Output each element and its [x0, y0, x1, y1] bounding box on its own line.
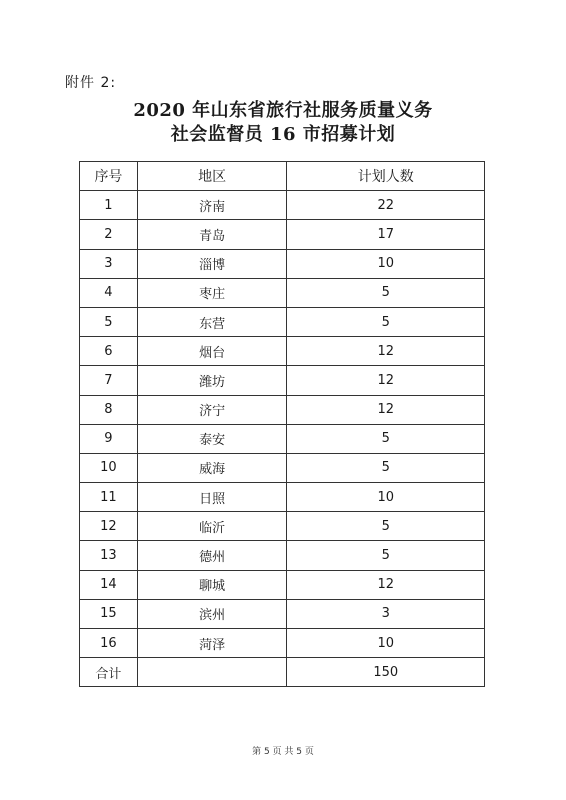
document-title-line1: 2020 年山东省旅行社服务质量义务	[133, 100, 433, 121]
row-count: 10	[287, 483, 485, 512]
row-region: 济宁	[137, 395, 287, 424]
table-total-row	[80, 658, 485, 687]
row-seq: 5	[80, 307, 138, 336]
row-count: 3	[287, 599, 485, 628]
table-row	[80, 541, 485, 570]
row-count: 17	[287, 220, 485, 249]
row-count: 10	[287, 629, 485, 658]
table-row	[80, 599, 485, 628]
row-seq: 16	[80, 629, 138, 658]
row-seq: 12	[80, 512, 138, 541]
row-region: 菏泽	[137, 629, 287, 658]
row-region: 聊城	[137, 570, 287, 599]
row-region: 威海	[137, 453, 287, 482]
table-row	[80, 483, 485, 512]
row-seq: 11	[80, 483, 138, 512]
table-row	[80, 337, 485, 366]
table-row	[80, 629, 485, 658]
row-count: 5	[287, 512, 485, 541]
row-seq: 6	[80, 337, 138, 366]
row-region: 泰安	[137, 424, 287, 453]
row-region: 日照	[137, 483, 287, 512]
row-seq: 10	[80, 453, 138, 482]
document-title-line2: 社会监督员 16 市招募计划	[170, 124, 396, 145]
row-seq: 13	[80, 541, 138, 570]
page-footer: 第 5 页 共 5 页	[252, 747, 314, 757]
row-region: 东营	[137, 307, 287, 336]
row-count: 12	[287, 570, 485, 599]
row-seq: 2	[80, 220, 138, 249]
row-count: 5	[287, 541, 485, 570]
table-row	[80, 249, 485, 278]
row-region: 青岛	[137, 220, 287, 249]
total-region	[137, 658, 287, 687]
header-region: 地区	[137, 162, 287, 191]
row-seq: 7	[80, 366, 138, 395]
row-region: 淄博	[137, 249, 287, 278]
table-row	[80, 191, 485, 220]
header-count: 计划人数	[287, 162, 485, 191]
table-row	[80, 453, 485, 482]
row-count: 12	[287, 395, 485, 424]
row-seq: 1	[80, 191, 138, 220]
row-region: 德州	[137, 541, 287, 570]
table-row	[80, 220, 485, 249]
attachment-label: 附件 2:	[65, 75, 117, 91]
row-count: 5	[287, 453, 485, 482]
total-label: 合计	[80, 658, 138, 687]
table-row	[80, 424, 485, 453]
header-seq: 序号	[80, 162, 138, 191]
row-region: 烟台	[137, 337, 287, 366]
table-row	[80, 395, 485, 424]
table-header-row	[80, 162, 485, 191]
row-count: 22	[287, 191, 485, 220]
row-region: 潍坊	[137, 366, 287, 395]
total-count: 150	[287, 658, 485, 687]
row-seq: 14	[80, 570, 138, 599]
row-count: 12	[287, 337, 485, 366]
row-region: 滨州	[137, 599, 287, 628]
row-count: 5	[287, 424, 485, 453]
row-seq: 15	[80, 599, 138, 628]
row-count: 12	[287, 366, 485, 395]
table-row	[80, 366, 485, 395]
row-region: 济南	[137, 191, 287, 220]
table-row	[80, 307, 485, 336]
row-count: 5	[287, 307, 485, 336]
row-seq: 9	[80, 424, 138, 453]
recruitment-plan-table	[79, 161, 485, 687]
table-body	[80, 191, 485, 658]
row-seq: 4	[80, 278, 138, 307]
row-count: 5	[287, 278, 485, 307]
table-row	[80, 570, 485, 599]
table-row	[80, 278, 485, 307]
row-region: 枣庄	[137, 278, 287, 307]
row-count: 10	[287, 249, 485, 278]
row-seq: 3	[80, 249, 138, 278]
table-row	[80, 512, 485, 541]
row-seq: 8	[80, 395, 138, 424]
row-region: 临沂	[137, 512, 287, 541]
